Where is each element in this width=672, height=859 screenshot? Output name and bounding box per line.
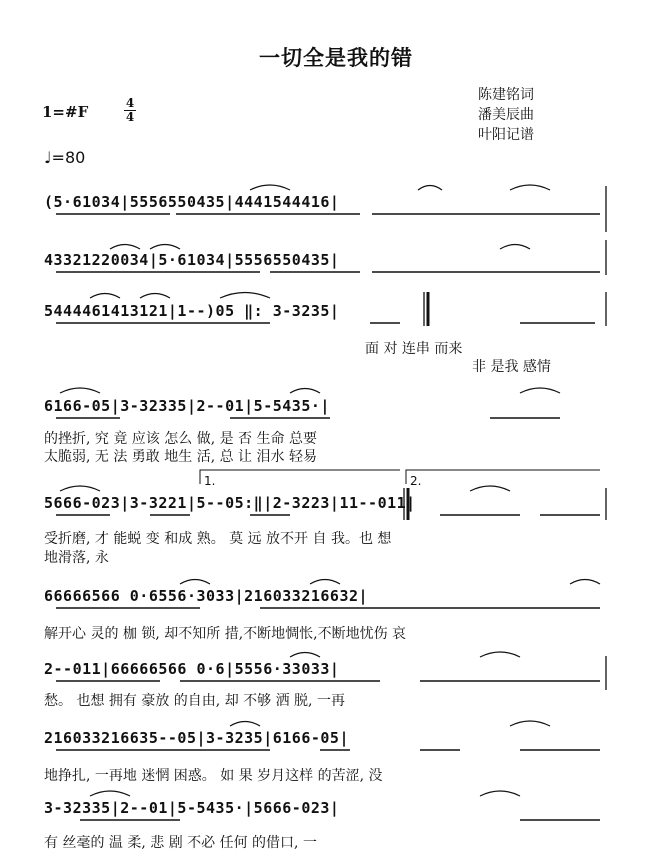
time-signature-bottom: 4 bbox=[125, 110, 135, 124]
slur-marks bbox=[60, 185, 600, 796]
second-ending-mark: 2. bbox=[410, 474, 422, 488]
lyric-line-7: 愁。 也想 拥有 豪放 的自由, 却 不够 洒 脱, 一再 bbox=[44, 693, 345, 709]
notation-line-2: 43321220034|5·61034|5556550435| bbox=[44, 251, 340, 269]
transcriber-credit: 叶阳记谱 bbox=[478, 127, 534, 143]
lyric-line-5a: 受折磨, 才 能蜕 变 和成 熟。 莫 远 放不开 自 我。也 想 bbox=[44, 531, 392, 547]
lyricist-credit: 陈建铭词 bbox=[478, 87, 534, 103]
lyric-line-4b: 太脆弱, 无 法 勇敢 地生 活, 总 让 泪水 轻易 bbox=[44, 449, 317, 465]
lyric-line-9: 有 丝毫的 温 柔, 悲 剧 不必 任何 的借口, 一 bbox=[44, 835, 317, 851]
tempo-marking: ♩=80 bbox=[44, 148, 86, 167]
lyric-line-8: 地挣扎, 一再地 迷惘 困惑。 如 果 岁月这样 的苦涩, 没 bbox=[44, 768, 383, 784]
notation-line-7: 2--011|66666566 0·6|5556·33033| bbox=[44, 660, 340, 678]
notation-line-4: 6166-05|3-32335|2--01|5-5435·| bbox=[44, 397, 330, 415]
volta-brackets bbox=[200, 470, 600, 484]
notation-line-9: 3-32335|2--01|5-5435·|5666-023| bbox=[44, 799, 340, 817]
notation-line-3: 5444461413121|1--)05 ‖: 3-3235| bbox=[44, 302, 340, 320]
barlines bbox=[404, 186, 606, 690]
song-title: 一切全是我的错 bbox=[259, 45, 413, 70]
lyric-line-3a: 面 对 连串 而来 bbox=[365, 341, 463, 357]
composer-credit: 潘美辰曲 bbox=[478, 107, 534, 123]
lyric-line-6: 解开心 灵的 枷 锁, 却不知所 措,不断地惆怅,不断地忧伤 哀 bbox=[44, 626, 407, 642]
notation-line-5: 5666-023|3-3221|5--05:‖|2-3223|11--011| bbox=[44, 494, 416, 512]
lyric-line-4a: 的挫折, 究 竟 应该 怎么 做, 是 否 生命 总要 bbox=[44, 431, 317, 447]
lyric-line-5b: 地滑落, 永 bbox=[44, 550, 109, 566]
time-signature-top: 4 bbox=[125, 96, 135, 110]
first-ending-mark: 1. bbox=[204, 474, 216, 488]
notation-line-1: (5·61034|5556550435|4441544416| bbox=[44, 193, 340, 211]
notation-line-6: 66666566 0·6556·3033|216033216632| bbox=[44, 587, 369, 605]
key-signature: 1=#F bbox=[42, 103, 89, 121]
notation-line-8: 216033216635--05|3-3235|6166-05| bbox=[44, 729, 349, 747]
duration-underlines bbox=[56, 214, 600, 820]
lyric-line-3b: 非 是我 感情 bbox=[472, 359, 551, 375]
